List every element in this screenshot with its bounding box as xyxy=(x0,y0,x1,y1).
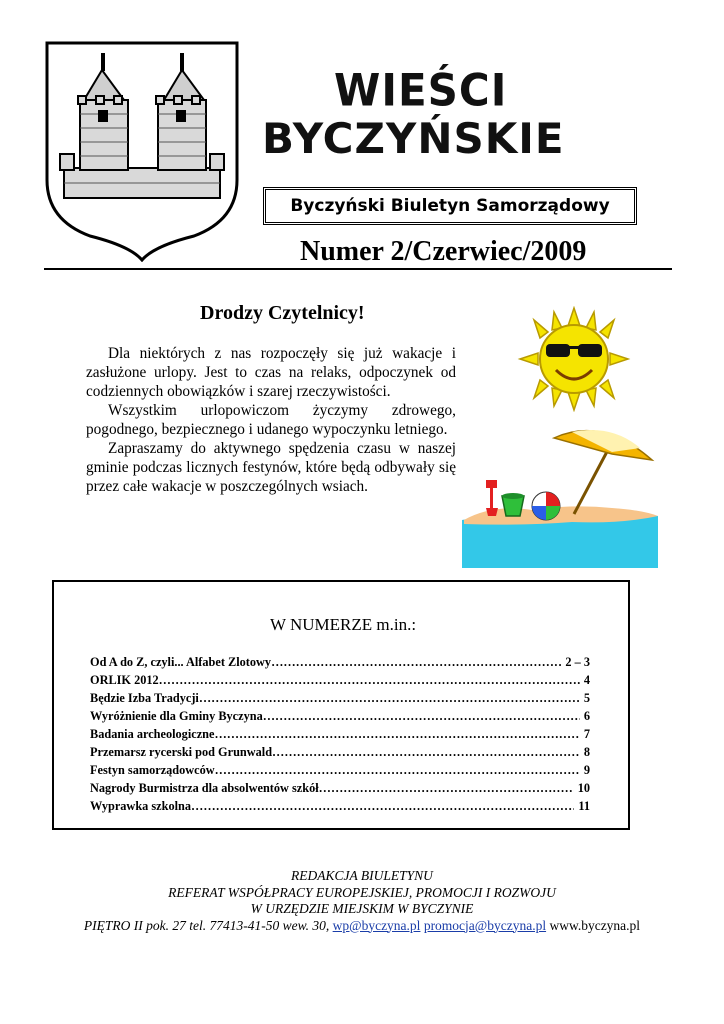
toc-item-title: Od A do Z, czyli... Alfabet Zlotowy xyxy=(90,655,272,669)
website-text: www.byczyna.pl xyxy=(549,917,641,933)
article-greeting: Drodzy Czytelnicy! xyxy=(200,302,365,324)
toc-item-page: 7 xyxy=(583,727,590,741)
toc-item-title: Przemarsz rycerski pod Grunwald xyxy=(90,745,273,759)
article-paragraph: Zapraszamy do aktywnego spędzenia czasu w naszej gminie podczas licznych festynów, które będą odbywały się przez całe wakacje w poszczególnych wsiach. xyxy=(86,440,456,495)
toc-item xyxy=(90,743,590,761)
toc-item xyxy=(90,689,590,707)
toc-item xyxy=(90,797,590,815)
article-body xyxy=(86,344,456,496)
coat-of-arms-icon xyxy=(44,40,240,262)
toc-item-page: 5 xyxy=(583,691,590,705)
toc-item xyxy=(90,779,590,797)
toc-list xyxy=(90,653,590,815)
toc-item xyxy=(90,671,590,689)
toc-item-page: 4 xyxy=(583,673,590,687)
toc-item-title: Festyn samorządowców xyxy=(90,763,215,777)
toc-item-title: Będzie Izba Tradycji xyxy=(90,691,199,705)
toc-item-page: 2 – 3 xyxy=(565,655,590,669)
article-paragraph: Wszystkim urlopowiczom życzymy zdrowego, pogodnego, bezpiecznego i udanego wypoczynku letniego. xyxy=(86,402,456,438)
masthead-subtitle: Byczyński Biuletyn Samorządowy xyxy=(263,187,637,225)
footer-line: REFERAT WSPÓŁPRACY EUROPEJSKIEJ, PROMOCJI I ROZWOJU xyxy=(168,884,556,900)
toc-item-title: Wyróżnienie dla Gminy Byczyna xyxy=(90,709,263,723)
article-paragraph: Dla niektórych z nas rozpoczęły się już wakacje i zasłużone urlopy. Jest to czas na relaks, odpoczynek od codziennych obowiązków i szarej rzeczywistości. xyxy=(86,345,456,400)
toc-item-page: 9 xyxy=(583,763,590,777)
footer-contact xyxy=(0,918,724,935)
footer-address: PIĘTRO II pok. 27 tel. 77413-41-50 wew. 30, xyxy=(83,917,330,933)
toc-item-page: 11 xyxy=(578,799,590,813)
editorial-footer xyxy=(0,868,724,934)
toc-item xyxy=(90,725,590,743)
issue-number: Numer 2/Czerwiec/2009 xyxy=(300,236,587,267)
masthead-title-line1: WIEŚCI xyxy=(334,64,508,117)
toc-item-title: Wyprawka szkolna xyxy=(90,799,192,813)
masthead-title xyxy=(262,64,565,163)
masthead-title-line2: BYCZYŃSKIE xyxy=(262,114,565,163)
toc-item-title: ORLIK 2012 xyxy=(90,673,159,687)
email-link-wp[interactable]: wp@byczyna.pl xyxy=(332,917,421,933)
toc-item xyxy=(90,653,590,671)
header-divider xyxy=(44,268,672,270)
toc-item-title: Nagrody Burmistrza dla absolwentów szkół xyxy=(90,781,319,795)
toc-item xyxy=(90,761,590,779)
toc-item xyxy=(90,707,590,725)
toc-item-page: 8 xyxy=(583,745,590,759)
toc-heading: W NUMERZE m.in.: xyxy=(270,615,417,634)
email-link-promocja[interactable]: promocja@byczyna.pl xyxy=(423,917,547,933)
beach-umbrella-icon xyxy=(462,424,658,568)
toc-item-page: 6 xyxy=(583,709,590,723)
toc-item-page: 10 xyxy=(577,781,590,795)
sun-icon xyxy=(510,306,638,412)
toc-item-title: Badania archeologiczne xyxy=(90,727,215,741)
footer-line: W URZĘDZIE MIEJSKIM W BYCZYNIE xyxy=(250,901,474,916)
footer-line: REDAKCJA BIULETYNU xyxy=(291,868,433,883)
